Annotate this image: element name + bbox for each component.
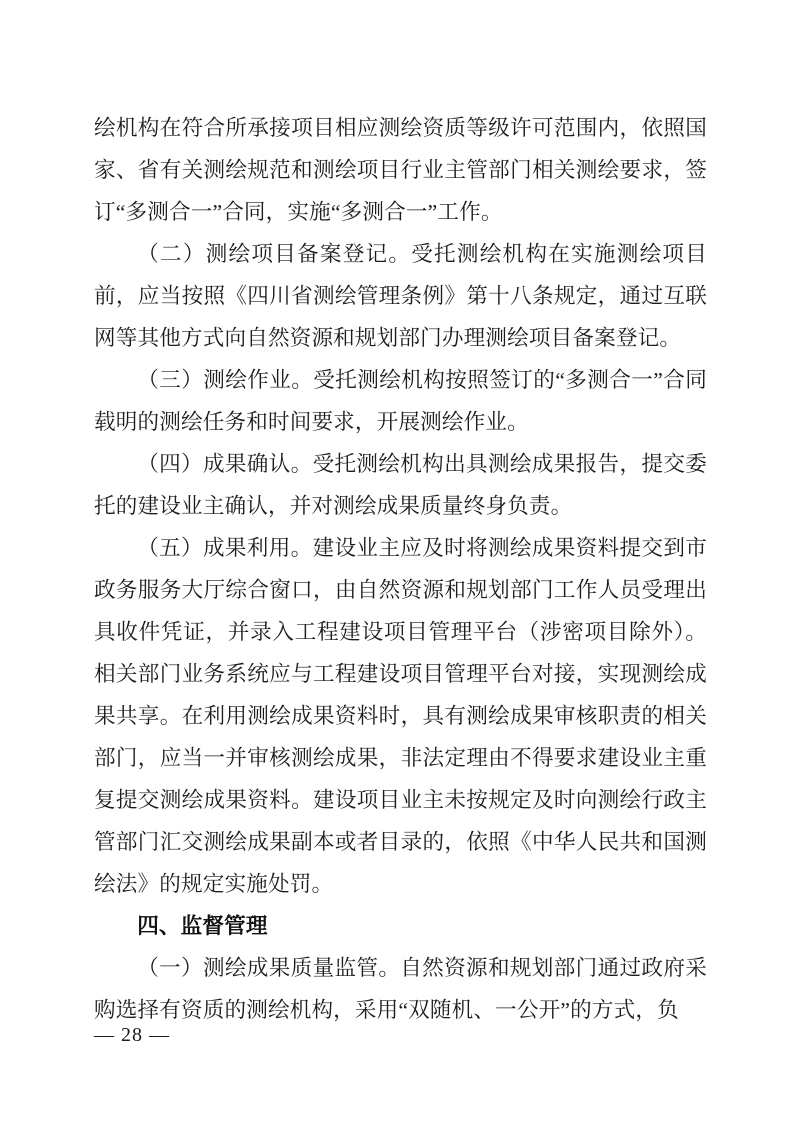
document-body bbox=[94, 107, 707, 1031]
paragraph-item-1-after-heading: （一）测绘成果质量监管。自然资源和规划部门通过政府采购选择有资质的测绘机构，采用“双随机、一公开”的方式，负 bbox=[94, 956, 707, 1022]
section-heading: 四、监督管理 bbox=[137, 913, 268, 938]
paragraph-item-3: （三）测绘作业。受托测绘机构按照签订的“多测合一”合同载明的测绘任务和时间要求，开展测绘作业。 bbox=[94, 368, 707, 434]
paragraph-continuation: 绘机构在符合所承接项目相应测绘资质等级许可范围内，依照国家、省有关测绘规范和测绘项目行业主管部门相关测绘要求，签订“多测合一”合同，实施“多测合一”工作。 bbox=[94, 116, 707, 224]
paragraph-item-2: （二）测绘项目备案登记。受托测绘机构在实施测绘项目前，应当按照《四川省测绘管理条例》第十八条规定，通过互联网等其他方式向自然资源和规划部门办理测绘项目备案登记。 bbox=[94, 242, 707, 350]
paragraph-item-4: （四）成果确认。受托测绘机构出具测绘成果报告，提交委托的建设业主确认，并对测绘成果质量终身负责。 bbox=[94, 452, 707, 518]
paragraph-item-5: （五）成果利用。建设业主应及时将测绘成果资料提交到市政务服务大厅综合窗口，由自然资源和规划部门工作人员受理出具收件凭证，并录入工程建设项目管理平台（涉密项目除外）。相关部门业务系统应与工程建设项目管理平台对接，实现测绘成果共享。在利用测绘成果资料时，具有测绘成果审核职责的相关部门，应当一并审核测绘成果，非法定理由不得要求建设业主重复提交测绘成果资料。建设项目业主未按规定及时向测绘行政主管部门汇交测绘成果副本或者目录的，依照《中华人民共和国测绘法》的规定实施处罚。 bbox=[94, 536, 707, 896]
page-number: — 28 — bbox=[94, 1024, 170, 1046]
